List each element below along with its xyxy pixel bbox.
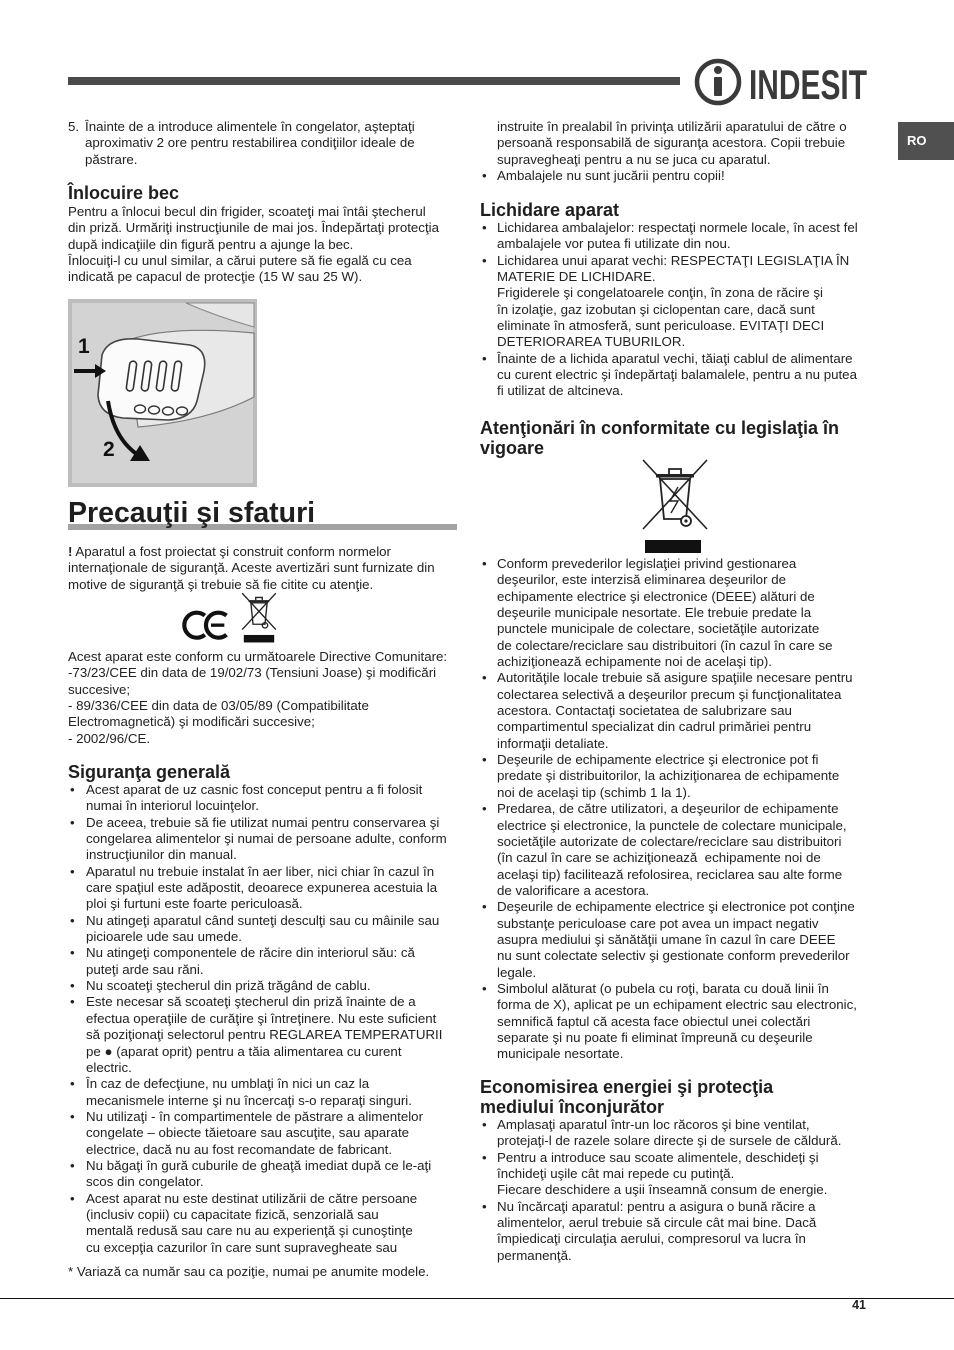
text-line: [68, 544, 435, 560]
text-line: -73/23/CEE din data de 19/02/73 (Tensiuni Joase) şi modificări: [68, 665, 437, 681]
continued-bullet-list: [480, 168, 725, 184]
list-item-line: protejaţi-l de razele solare directe şi de sursele de căldură.: [497, 1133, 842, 1149]
list-item-line: cu curent electric şi îndepărtaţi balamalele, pentru a nu putea: [497, 367, 857, 383]
list-item-line: societăţile autorizate de colectare/reciclare sau distribuitori: [497, 833, 842, 849]
list-item: [68, 1109, 447, 1158]
list-item-line: • Deşeurile de echipamente electrice şi electronice pot conţine: [497, 899, 855, 915]
list-item-line: • Nu scoateţi ştecherul din priză trăgând de cablu.: [86, 978, 371, 994]
page-title: Precauţii şi sfaturi: [68, 497, 316, 529]
text-line: Pentru a înlocui becul din frigider, scoateţi mai întâi ştecherul: [68, 204, 426, 219]
list-item-line: • De aceea, trebuie să fie utilizat numai pentru conservarea şi: [86, 814, 440, 830]
list-item-line: • Ambalajele nu sunt jucării pentru copii!: [497, 168, 725, 184]
list-item-line: numai în interiorul locuinţelor.: [86, 798, 259, 814]
list-item-line: care spaţiul este adăpostit, deoarece expunerea acestuia la: [86, 880, 438, 896]
list-item: [480, 168, 725, 184]
list-item: [480, 899, 857, 981]
list-item: [480, 1150, 841, 1199]
list-item: [480, 1199, 841, 1264]
list-item-line: • Lichidarea ambalajelor: respectaţi normele locale, în acest fel: [497, 220, 858, 235]
list-item-line: separate şi nu poate fi eliminat împreună cu deşeurile: [497, 1029, 813, 1045]
list-item-line: alimentelor, aerul trebuie să circule cât mai bine. Dacă: [497, 1215, 817, 1231]
list-item-line: • Pentru a introduce sau scoate alimentele, deschideţi şi: [497, 1149, 819, 1165]
list-item: [68, 913, 447, 946]
list-item-line: Frigiderele şi congelatoarele conţin, în zona de răcire şi: [497, 285, 823, 301]
list-item-line: forma de X), aplicat pe un echipament electric sau electronic,: [497, 997, 857, 1013]
list-item-line: efectua operaţiile de curăţire şi întreţinere. Nu este suficient: [86, 1010, 437, 1026]
list-item-line: MATERIE DE LICHIDARE.: [497, 269, 656, 285]
text-line: din priză. Urmăriţi instrucţiunile de mai jos. Îndepărtaţi protecţia: [68, 220, 439, 236]
text-line: instruite în prealabil în privinţa utilizării aparatului de către o: [497, 119, 847, 134]
numbered-item-text: [85, 119, 415, 168]
list-item-line: mecanismele interne şi nu încercaţi s-o reparaţi singuri.: [86, 1092, 412, 1108]
list-item-line: nu sunt colectate selectiv şi gestionate conform prevederilor: [497, 948, 850, 964]
list-item-line: acelaşi tip) facilitează refolosirea, reciclarea sau alte forme: [497, 866, 843, 882]
list-item-line: • Nu încărcaţi aparatul: pentru a asigura o bună răcire a: [497, 1198, 816, 1214]
list-item-line: informaţii detaliate.: [497, 735, 609, 751]
text-line: Înlocuiţi-l cu unul similar, a cărui putere să fie egală cu cea: [68, 253, 412, 269]
list-item-line: punctele municipale de colectare, societăţile autorizate: [497, 621, 820, 637]
heading-line: vigoare: [480, 438, 545, 458]
list-item-line: • În caz de defecţiune, nu umblaţi în nici un caz la: [86, 1076, 370, 1092]
list-item-line: mentală redusă sau care nu au experienţă şi cunoştinţe: [86, 1223, 413, 1239]
list-item-line: puteţi arde sau răni.: [86, 961, 204, 977]
list-item: [480, 801, 857, 899]
list-item-line: de valorificare a acestora.: [497, 882, 650, 898]
list-item: [68, 815, 447, 864]
text-line: Acest aparat este conform cu următoarele Directive Comunitare:: [68, 649, 448, 664]
list-item-line: electrice şi electronice, la punctele de colectare municipale,: [497, 817, 847, 833]
text-span: Aparatul a fost proiectat şi construit conform normelor: [72, 544, 391, 559]
list-item: [68, 994, 447, 1076]
heading-line: Lichidare aparat: [480, 200, 620, 220]
list-item-line: predate şi distribuitorilor, la achiziţionarea de echipamente: [497, 768, 840, 784]
list-item-line: (inclusiv copii) cu capacitate fizică, senzorială sau: [86, 1206, 379, 1222]
list-item-line: • Aparatul nu trebuie instalat în aer liber, nici chiar în cazul în: [86, 863, 435, 879]
bulb-paragraph: [68, 204, 439, 286]
list-item-line: • Deşeurile de echipamente electrice şi electronice pot fi: [497, 752, 819, 768]
heading-line: Atenţionări în conformitate cu legislaţia în: [480, 418, 840, 438]
language-tab: RO: [898, 122, 954, 160]
list-item-line: (în cazul în care se achiziţionează echipamente noi de: [497, 850, 821, 866]
continued-text: [497, 119, 847, 168]
list-item: [68, 864, 447, 913]
list-item-line: DETERIORAREA TUBURILOR.: [497, 334, 686, 350]
list-item-line: eliminate în atmosferă, sunt periculoase. EVITAŢI DECI: [497, 318, 825, 334]
list-item: [480, 752, 857, 801]
list-item-line: cu excepţia cazurilor în care sunt supravegheate sau: [86, 1239, 398, 1255]
list-item-line: • Simbolul alăturat (o pubela cu roţi, barata cu două linii în: [497, 980, 829, 996]
indesit-logo-icon: [694, 58, 870, 108]
list-item-line: scos din congelator.: [86, 1174, 204, 1190]
list-item-line: asupra mediului şi sănătăţii umane în cazul în care DEEE: [497, 931, 836, 947]
list-number: 5.: [68, 119, 80, 134]
section-heading-disposal: [480, 199, 619, 221]
list-item: [480, 351, 858, 400]
list-item: [68, 1158, 447, 1191]
list-item: [68, 945, 447, 978]
footer-rule: [0, 1298, 954, 1299]
text-line: persoană responsabilă de siguranţa acestora. Copii trebuie: [497, 135, 846, 151]
list-item: [480, 253, 858, 351]
list-item-line: permanenţă.: [497, 1247, 572, 1263]
figure-drawing: [68, 299, 257, 487]
text-line: succesive;: [68, 681, 131, 697]
list-item-line: instrucţiunilor din manual.: [86, 847, 237, 863]
list-item-line: fi utilizat de altcineva.: [497, 383, 624, 399]
list-item-line: de colectare/reciclare sau distribuitori (în cazul în care se: [497, 637, 833, 653]
list-item-line: • Nu atingeţi aparatul când sunteţi desculţi sau cu mâinile sau: [86, 912, 440, 928]
list-item-line: în izolaţie, gaz izobutan şi ciclopentan care, dacă sunt: [497, 301, 815, 317]
list-item-line: semnifică faptul că acesta face obiectul unei colectări: [497, 1013, 811, 1029]
list-item-line: ploi şi furtuni este foarte periculoasă.: [86, 896, 303, 912]
heading-line: Siguranţa generală: [68, 762, 231, 782]
list-item-line: • Înainte de a lichida aparatul vechi, tăiaţi cablul de alimentare: [497, 350, 853, 366]
list-item-line: să poziţionaţi selectorul pentru REGLAREA TEMPERATURII: [86, 1027, 443, 1043]
list-item-line: • Predarea, de către utilizatori, a deşeurilor de echipamente: [497, 801, 839, 817]
list-item: [480, 220, 858, 253]
text-line: - 89/336/CEE din data de 03/05/89 (Compatibilitate: [68, 698, 369, 714]
list-item-line: ambalajele vor putea fi utilizate din nou.: [497, 236, 731, 252]
list-item-line: • Acest aparat de uz casnic fost conceput pentru a fi folosit: [86, 782, 423, 797]
list-item: [480, 1117, 841, 1150]
section-heading-legislation: [480, 418, 839, 458]
list-item: [68, 1076, 447, 1109]
section-heading-bulb: [68, 182, 179, 204]
list-item: [480, 670, 857, 752]
warning-mark: !: [68, 544, 73, 559]
list-item-line: • Conform prevederilor legislaţiei privind gestionarea: [497, 556, 797, 571]
list-item-line: acestora. Contactaţi societatea de salubrizare sau: [497, 703, 792, 719]
text-line: Înainte de a introduce alimentele în congelator, aşteptaţi: [85, 119, 415, 134]
list-item-line: • Lichidarea unui aparat vechi: RESPECTAŢI LEGISLAŢIA ÎN: [497, 252, 850, 268]
footnote: * Variază ca număr sau ca poziţie, numai pe anumite modele.: [68, 1264, 430, 1279]
list-item-line: compartimentul specializat din cadrul primăriei pentru: [497, 719, 812, 735]
text-line: aproximativ 2 ore pentru restabilirea condiţiilor ideale de: [85, 135, 415, 151]
list-item-line: congelarea alimentelor şi numai de persoane adulte, conform: [86, 831, 447, 847]
crossed-out-wheelie-bin-icon: [240, 591, 278, 643]
heading-line: Economisirea energiei şi protecţia: [480, 1077, 774, 1097]
list-item-line: achiziţionează echipamente noi de acelaşi tip).: [497, 654, 772, 670]
section-heading-energy: [480, 1078, 773, 1117]
list-item-line: închideţi uşile cât mai repede cu putinţă.: [497, 1166, 735, 1182]
list-item-line: deşeurile municipale nesortate. Ele trebuie predate la: [497, 605, 812, 621]
list-item-line: • Acest aparat nu este destinat utilizării de către persoane: [86, 1190, 418, 1206]
list-item-line: congelate – obiecte tăietoare sau ascuţite, sau aparate: [86, 1125, 410, 1141]
text-line: Electromagnetică) şi modificări succesive;: [68, 714, 315, 730]
list-item: [480, 556, 857, 670]
heading-line: mediului înconjurător: [480, 1096, 665, 1117]
list-item: [68, 1191, 447, 1256]
section-heading-safety: [68, 761, 230, 783]
energy-bullet-list: [480, 1117, 841, 1264]
list-item-line: • Nu atingeţi componentele de răcire din interiorul său: că: [86, 945, 415, 961]
crossed-out-wheelie-bin-icon: [640, 457, 710, 554]
text-line: după indicaţiile din figură pentru a ajunge la bec.: [68, 236, 354, 252]
list-item-line: împiedicaţi circulaţia aerului, compresorul va lucra în: [497, 1231, 806, 1247]
list-item-line: electrice, dacă nu au fost recomandate de fabricant.: [86, 1141, 393, 1157]
safety-bullet-list: [68, 782, 447, 1256]
text-line: indicată pe capacul de protecţie (15 W sau 25 W).: [68, 269, 363, 285]
list-item-line: • Nu băgaţi în gură cuburile de gheaţă imediat după ce le-aţi: [86, 1157, 432, 1173]
list-item-line: deşeurilor, este interzisă eliminarea deşeurilor de: [497, 572, 786, 588]
heading-line: Înlocuire bec: [68, 183, 180, 203]
intro-paragraph: [68, 544, 435, 593]
ce-mark-icon: [181, 607, 231, 645]
list-item: [68, 978, 447, 994]
list-item-line: • Autorităţile locale trebuie să asigure spaţiile necesare pentru: [497, 670, 853, 686]
list-item-line: colectarea selectivă a deşeurilor precum şi funcţionalitatea: [497, 686, 842, 702]
text-line: motive de siguranţă şi trebuie să fie citite cu atenţie.: [68, 576, 374, 592]
list-item-line: municipale nesortate.: [497, 1046, 624, 1062]
text-line: supravegheaţi pentru a nu se juca cu aparatul.: [497, 151, 771, 167]
text-line: internaţionale de siguranţă. Aceste avertizări sunt furnizate din: [68, 560, 435, 576]
list-item-line: • Este necesar să scoateţi ştecherul din priză înainte de a: [86, 994, 416, 1010]
list-item-line: pe ● (aparat oprit) pentru a tăia alimentarea cu curent: [86, 1043, 402, 1059]
page-number: 41: [852, 1298, 866, 1312]
figure-step-label: 2: [103, 438, 115, 461]
list-item-line: echipamente electrice şi electronice (DEEE) alături de: [497, 588, 815, 604]
list-item-line: electric.: [86, 1059, 132, 1075]
list-item-line: • Nu utilizaţi - în compartimentele de păstrare a alimentelor: [86, 1108, 424, 1124]
list-item-line: picioarele ude sau umede.: [86, 929, 242, 945]
text-line: - 2002/96/CE.: [68, 730, 151, 746]
list-item-line: legale.: [497, 964, 537, 980]
brand-wordmark: INDESIT: [749, 61, 868, 108]
directives-paragraph: [68, 649, 447, 747]
disposal-bullet-list: [480, 220, 858, 400]
list-item: [68, 782, 447, 815]
legislation-bullet-list: [480, 556, 857, 1063]
header-rule: [68, 77, 680, 85]
list-item-line: Fiecare deschidere a uşii înseamnă consum de energie.: [497, 1182, 828, 1198]
list-item-line: noi de acelaşi tip (schimb 1 la 1).: [497, 784, 691, 800]
list-item-line: • Amplasaţi aparatul într-un loc răcoros şi bine ventilat,: [497, 1117, 810, 1132]
text-line: păstrare.: [85, 151, 138, 167]
figure-step-label: 1: [78, 335, 90, 358]
lamp-cover-removal-illustration: [68, 299, 257, 487]
list-item-line: substanţe periculoase care pot avea un impact negativ: [497, 915, 819, 931]
list-item: [480, 981, 857, 1063]
